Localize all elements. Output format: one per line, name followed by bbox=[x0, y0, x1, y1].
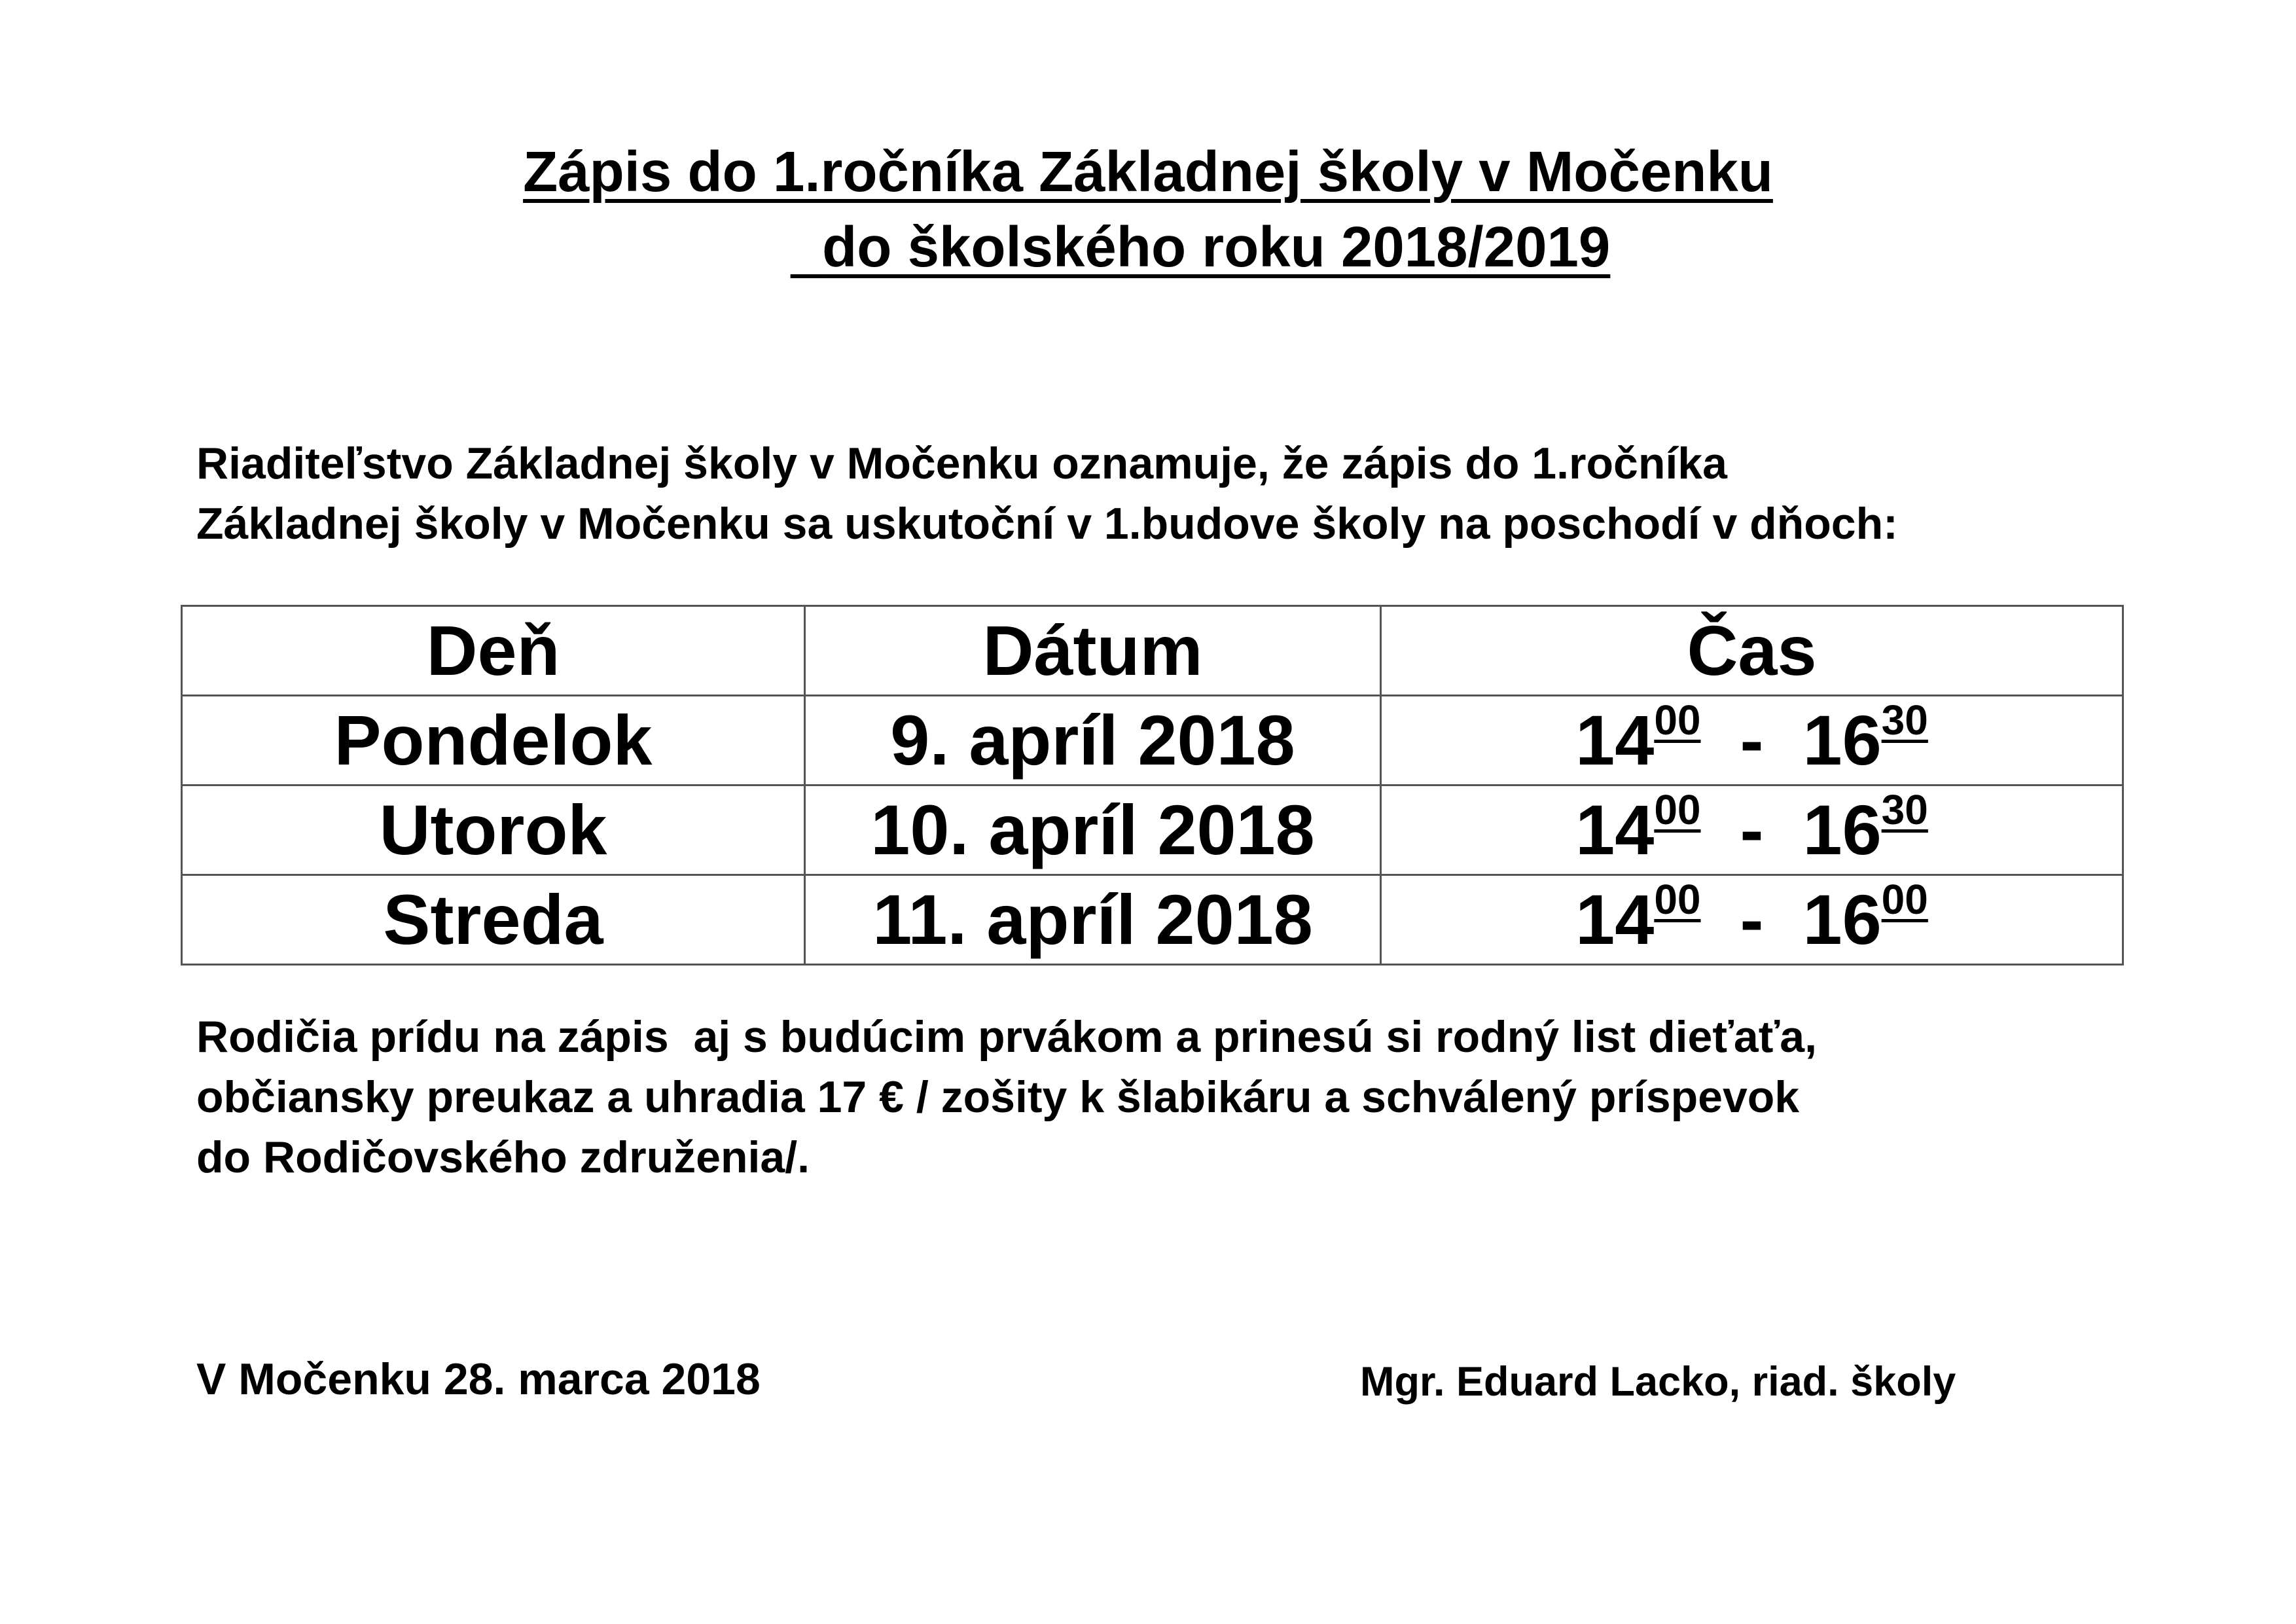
intro-line-2: Základnej školy v Močenku sa uskutoční v 1.budove školy na poschodí v dňoch: bbox=[196, 499, 1898, 549]
row-day: Pondelok bbox=[182, 696, 805, 785]
outro-line-2: občiansky preukaz a uhradia 17 € / zošity k šlabikáru a schválený príspevok bbox=[196, 1072, 1800, 1122]
time-separator: - bbox=[1740, 790, 1764, 869]
intro-line-1: Riaditeľstvo Základnej školy v Močenku oznamuje, že zápis do 1.ročníka bbox=[196, 439, 1727, 488]
title-text-1: Zápis do 1.ročníka Základnej školy v Močenku bbox=[523, 140, 1773, 204]
time-from-minutes: 00 bbox=[1654, 696, 1701, 744]
row-date: 9. apríl 2018 bbox=[805, 696, 1381, 785]
table-row bbox=[182, 696, 2123, 785]
row-day: Utorok bbox=[182, 785, 805, 875]
time-to-hour: 16 bbox=[1803, 790, 1882, 869]
row-time bbox=[1381, 696, 2123, 785]
table-row bbox=[182, 785, 2123, 875]
title-line-1 bbox=[0, 136, 2296, 208]
footer-signature: Mgr. Eduard Lacko, riad. školy bbox=[1360, 1359, 1956, 1405]
title-text-2 bbox=[791, 215, 1610, 279]
table-header-row bbox=[182, 606, 2123, 696]
title-line-2 bbox=[52, 211, 2296, 283]
time-separator: - bbox=[1740, 700, 1764, 780]
footer-place-date: V Močenku 28. marca 2018 bbox=[196, 1354, 761, 1404]
outro-line-1: Rodičia prídu na zápis aj s budúcim prvákom a prinesú si rodný list dieťaťa, bbox=[196, 1012, 1817, 1062]
enrollment-schedule-table bbox=[181, 605, 2124, 965]
outro-line-3: do Rodičovského združenia/. bbox=[196, 1132, 810, 1182]
intro-paragraph bbox=[196, 433, 1898, 554]
time-from-hour: 14 bbox=[1575, 700, 1655, 780]
time-to-hour: 16 bbox=[1803, 700, 1882, 780]
row-date: 10. apríl 2018 bbox=[805, 785, 1381, 875]
row-day: Streda bbox=[182, 875, 805, 965]
outro-paragraph bbox=[196, 1007, 1817, 1187]
time-to-minutes: 30 bbox=[1881, 786, 1928, 833]
time-separator: - bbox=[1740, 880, 1764, 959]
header-day: Deň bbox=[182, 606, 805, 696]
title-text-2-value: do školského roku 2018/2019 bbox=[822, 215, 1611, 279]
time-to-hour: 16 bbox=[1803, 880, 1882, 959]
table-row bbox=[182, 875, 2123, 965]
time-to-minutes: 30 bbox=[1881, 696, 1928, 744]
row-date: 11. apríl 2018 bbox=[805, 875, 1381, 965]
row-time bbox=[1381, 875, 2123, 965]
header-time: Čas bbox=[1381, 606, 2123, 696]
row-time bbox=[1381, 785, 2123, 875]
time-from-minutes: 00 bbox=[1654, 786, 1701, 833]
time-from-hour: 14 bbox=[1575, 880, 1655, 959]
time-from-hour: 14 bbox=[1575, 790, 1655, 869]
time-from-minutes: 00 bbox=[1654, 876, 1701, 923]
header-date: Dátum bbox=[805, 606, 1381, 696]
time-to-minutes: 00 bbox=[1881, 876, 1928, 923]
